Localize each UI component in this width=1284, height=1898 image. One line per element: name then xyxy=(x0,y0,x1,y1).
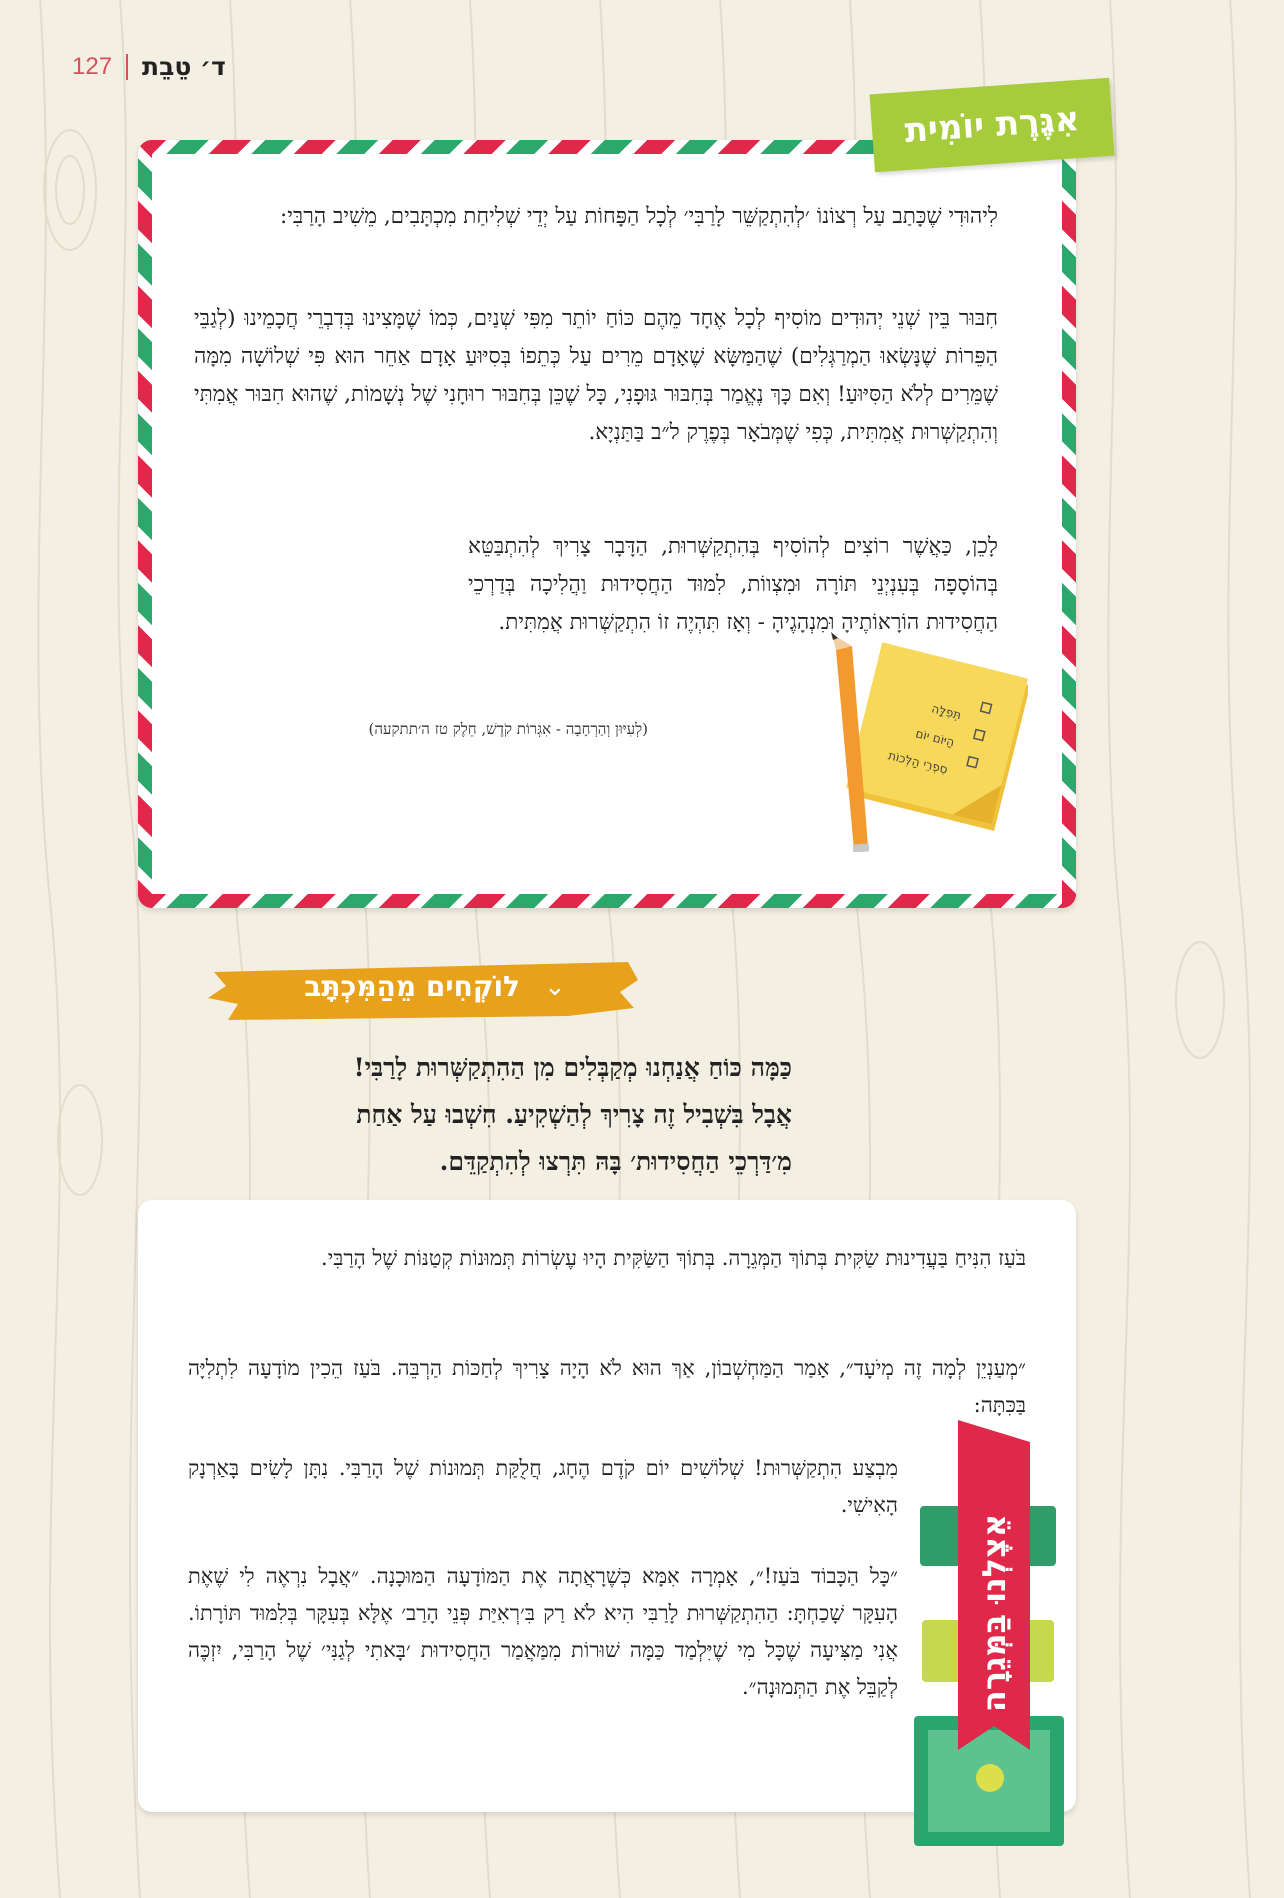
letter-paragraph-intro: לִיהוּדִי שֶׁכָּתַב עַל רְצוֹנוֹ ׳לְהִתְקַשֵּׁר לָרַבִּי׳ לְכָל הַפָּחוֹת עַל יְדֵי שְׁלִיחַת מִכְתָּבִים, מֵשִׁיב הָרַבִּי: xyxy=(280,204,998,229)
takeaway-title: לוֹקְחִים מֵהַמִּכְתָּב xyxy=(304,970,520,1003)
note-item-1: תְּפִלָּה xyxy=(930,701,963,723)
sticky-note-illustration xyxy=(828,632,1028,856)
note-item-2: הַיּוֹם יוֹם xyxy=(914,726,956,750)
chevron-down-icon: ⌄ xyxy=(544,972,566,1002)
airmail-border-right xyxy=(1062,140,1076,908)
daily-letter-tag-label: אִגֶּרֶת יוֹמִית xyxy=(903,98,1081,152)
takeaway-banner xyxy=(208,958,638,1022)
letter-source-citation: (לְעִיּוּן וְהַרְחָבָה - אִגְּרוֹת קֹדֶשׁ, חֵלֶק טז ה׳תתקעה) xyxy=(368,720,648,738)
story-paragraph-3: מִבְצַע הִתְקַשְּׁרוּת! שְׁלוֹשִׁים יוֹם קֹדֶם הֶחָג, חֲלֻקַּת תְּמוּנוֹת שֶׁל הָרַבִּי. נִתָּן לָשִׂים בָּאַרְנָק הָאִישִׁי. xyxy=(188,1456,898,1517)
letter-paragraph-conclusion: לָכֵן, כַּאֲשֶׁר רוֹצִים לְהוֹסִיף בְּהִתְקַשְּׁרוּת, הַדָּבָר צָרִיךְ לְהִתְבַּטֵּא בְּהוֹסָפָה בְּעִנְיְנֵי תּוֹרָה וּמִצְווֹת, לִמּוּד הַחֲסִידוּת וַהֲלִיכָה בְּדַרְכֵי הַחֲסִידוּת הוֹרָאוֹתֶיהָ וּמִנְהָגֶיהָ - וְאָז תִּהְיֶה זוֹ הִתְקַשְּׁרוּת אֲמִתִּית. xyxy=(468,534,998,635)
drawer-ribbon-label-wrap xyxy=(960,1448,1028,1778)
takeaway-line: כַּמָּה כּוֹחַ אֲנַחְנוּ מְקַבְּלִים מִן הַהִתְקַשְּׁרוּת לָרַבִּי! xyxy=(353,1053,792,1082)
drawer-ribbon-label: אֵצֶלְנוּ בַּמְּגֵרָה xyxy=(975,1513,1014,1713)
page-header xyxy=(72,52,226,81)
letter-paragraph-main: חִבּוּר בֵּין שְׁנֵי יְהוּדִים מוֹסִיף לְכָל אֶחָד מֵהֶם כּוֹחַ יוֹתֵר מִפִּי שְׁנַיִם, כְּמוֹ שֶׁמָּצִינוּ בְּדִבְרֵי חֲכָמֵינוּ (לְגַבֵּי הַפֵּרוֹת שֶׁנָּשְׂאוּ הַמְרַגְּלִים) שֶׁהַמַּשָּׂא שֶׁאָדָם מֵרִים עַל כְּתֵפוֹ בְּסִיּוּעַ אָדָם אַחֵר הוּא פִּי שְׁלוֹשָׁה מִמָּה שֶׁמֵּרִים לְלֹא הַסִּיּוּעַ! וְאִם כָּךְ נֶאֱמַר בְּחִבּוּר גּוּפָנִי, כָּל שֶׁכֵּן בְּחִבּוּר רוּחָנִי שֶׁל נְשָׁמוֹת, שֶׁהוּא חִבּוּר אֲמִתִּי וְהִתְקַשְּׁרוּת אֲמִתִּית, כְּפִי שֶׁמְּבֹאָר בְּפֶרֶק ל״ב בַּתַּנְיָא. xyxy=(194,306,998,445)
takeaway-line: אֲבָל בִּשְׁבִיל זֶה צָרִיךְ לְהַשְׁקִיעַ. חִשְׁבוּ עַל אַחַת xyxy=(356,1100,792,1129)
page-number: 127 xyxy=(72,52,113,80)
airmail-border-bottom xyxy=(138,894,1076,908)
story-paragraph-2: ״מְעַנְיֵן לְמָה זֶה מְיֹעָד״, אָמַר הַמַּחְשְׁבוֹן, אַךְ הוּא לֹא הָיָה צָרִיךְ לְחַכּוֹת הַרְבֵּה. בֹּעַז הֵכִין מוֹדָעָה לִתְלִיָּה בַּכִּתָּה: xyxy=(188,1356,1026,1417)
story-paragraph-1: בֹּעַז הִנִּיחַ בַּעֲדִינוּת שַׂקִּית בְּתוֹךְ הַמְּגֵרָה. בְּתוֹךְ הַשַּׂקִּית הָיוּ עֶשְׂרוֹת תְּמוּנוֹת קְטַנּוֹת שֶׁל הָרַבִּי. xyxy=(321,1246,1026,1270)
page-date: ד׳ טֵבֵת xyxy=(142,52,226,81)
takeaway-text xyxy=(180,1044,792,1185)
daily-letter-card xyxy=(138,140,1076,908)
story-paragraph-4: ״כָּל הַכָּבוֹד בֹּעַז!״, אָמְרָה אִמָּא כְּשֶׁרָאֲתָה אֶת הַמּוֹדָעָה הַמּוּכָנָה. ״אֲבָל נִרְאֶה לִי שֶׁאֶת הָעִקָּר שָׁכַחְתָּ: הַהִתְקַשְּׁרוּת לָרַבִּי הִיא לֹא רַק בִּ׳רְאִיַּת פְּנֵי הָרַב׳ אֶלָּא בְּעִקָּר בְּלִמּוּד תּוֹרָתוֹ. אֲנִי מַצִּיעָה שֶׁכָּל מִי שֶׁיִּלְמַד כַּמָּה שׁוּרוֹת מִמַּאֲמַר הַחֲסִידוּת ׳בָּאתִי לְגַנִּי׳ שֶׁל הָרַבִּי, יִזְכֶּה לְקַבֵּל אֶת הַתְּמוּנָה״. xyxy=(188,1564,898,1699)
takeaway-line: מִ׳דַּרְכֵי הַחֲסִידוּת׳ בָּהּ תִּרְצוּ לְהִתְקַדֵּם. xyxy=(439,1147,792,1176)
airmail-border-left xyxy=(138,140,152,908)
daily-letter-tag xyxy=(870,78,1115,173)
note-item-3: סִפְרֵי הַלְּכוֹת xyxy=(886,748,950,777)
header-divider xyxy=(126,54,128,80)
